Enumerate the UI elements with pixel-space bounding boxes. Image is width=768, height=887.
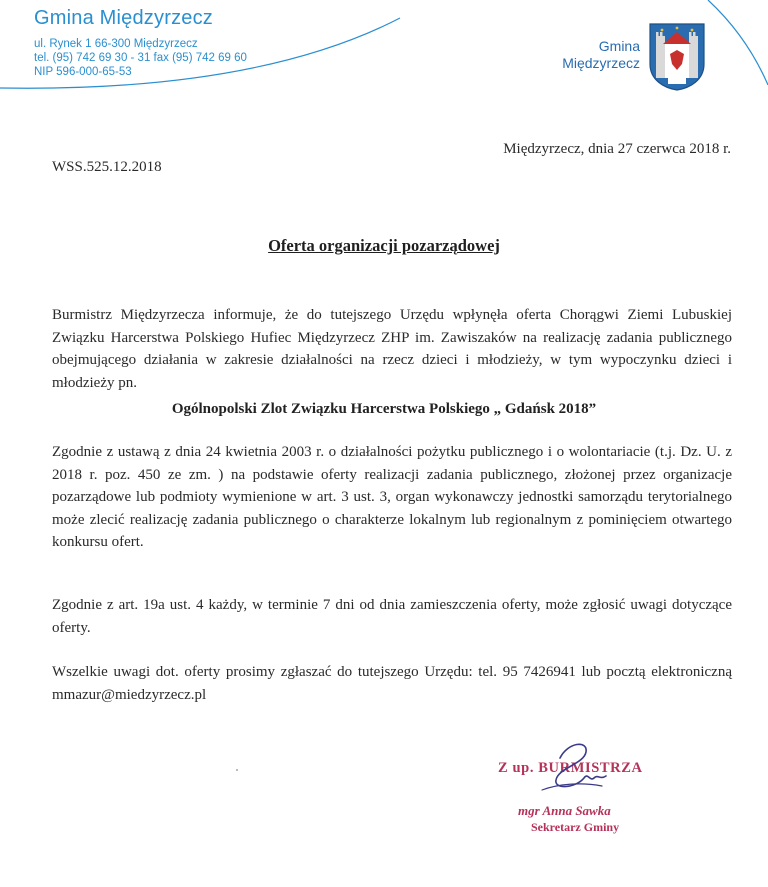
- letterhead-nip: NIP 596-000-65-53: [34, 66, 132, 78]
- stamp-on-behalf: Z up. BURMISTRZA: [498, 760, 643, 776]
- stray-mark: [236, 769, 238, 771]
- paragraph-offer-info: Burmistrz Międzyrzecza informuje, że do tutejszego Urzędu wpłynęła oferta Chorągwi Ziemi Lubuskiej Związku Harcerstwa Polskiego Hufiec Międzyrzecz ZHP im. Zawiszaków na realizację zadania publicznego obejmującego działania w zakresie działalności na rzecz dzieci i młodzieży, w tym wypoczynku dzieci i młodzieży pn.: [52, 307, 732, 391]
- place-date: Międzyrzecz, dnia 27 czerwca 2018 r.: [503, 141, 731, 157]
- signer-name: mgr Anna Sawka: [518, 803, 611, 818]
- letterhead-phone: tel. (95) 742 69 30 - 31 fax (95) 742 69 60: [34, 52, 247, 64]
- reference-number: WSS.525.12.2018: [52, 159, 162, 175]
- swoosh-line-right: [708, 0, 768, 85]
- signer-role: Sekretarz Gminy: [531, 820, 620, 834]
- letterhead-org-name: Gmina Międzyrzecz: [34, 7, 213, 29]
- handwritten-signature-icon: [528, 738, 618, 808]
- letter-title: Oferta organizacji pozarządowej: [268, 236, 500, 255]
- swoosh-line-left: [0, 18, 400, 88]
- brand-line-gmina: Gmina: [598, 38, 640, 54]
- paragraph-comments-deadline: Zgodnie z art. 19a ust. 4 każdy, w terminie 7 dni od dnia zamieszczenia oferty, może zgłosić uwagi dotyczące oferty.: [52, 597, 732, 636]
- paragraph-contact: Wszelkie uwagi dot. oferty prosimy zgłaszać do tutejszego Urzędu: tel. 95 7426941 lub pocztą elektroniczną mmazur@miedzyrzecz.pl: [52, 664, 732, 703]
- event-name: Ogólnopolski Zlot Związku Harcerstwa Polskiego „ Gdańsk 2018”: [171, 401, 597, 417]
- paragraph-legal-basis: Zgodnie z ustawą z dnia 24 kwietnia 2003 r. o działalności pożytku publicznego i o wolontariacie (t.j. Dz. U. z 2018 r. poz. 450 ze zm. ) na podstawie oferty realizacji zadania publicznego, złożonej przez organizacje pozarządowe lub podmioty wymienione w art. 3 ust. 3, organ wykonawczy jednostki samorządu terytorialnego może zlecić realizację zadania publicznego o charakterze lokalnym lub regionalnym z pominięciem otwartego konkursu ofert.: [52, 444, 732, 550]
- brand-line-miedzyrzecz: Międzyrzecz: [562, 55, 640, 71]
- coat-of-arms-icon: [648, 22, 706, 92]
- brand-block: [540, 38, 640, 72]
- letterhead-address: ul. Rynek 1 66-300 Międzyrzecz: [34, 38, 198, 50]
